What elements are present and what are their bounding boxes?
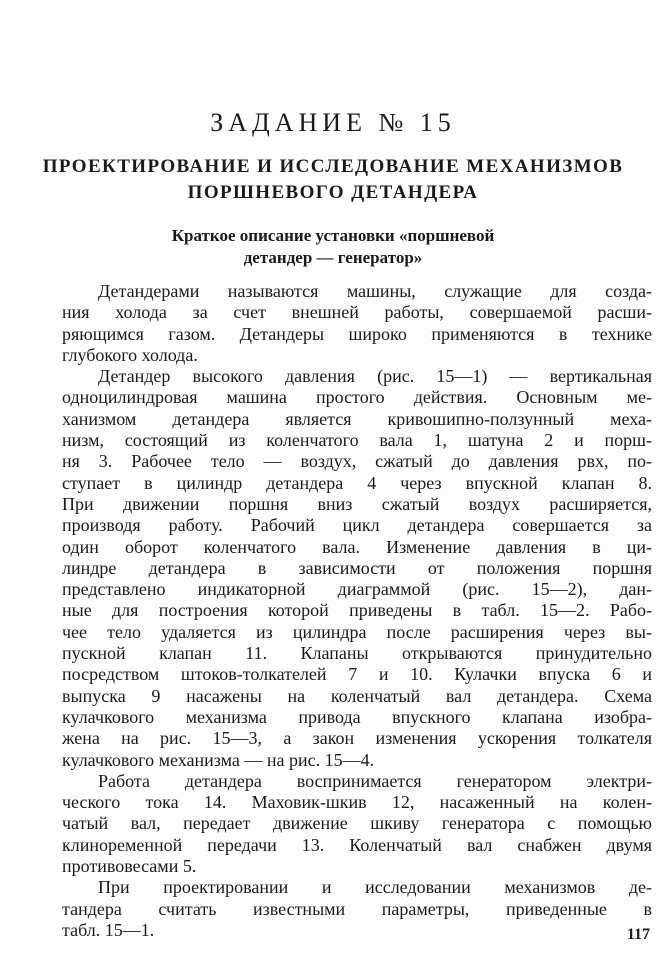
text-line: ния холода за счет внешней работы, совершаемой расши-	[62, 302, 652, 323]
text-line: противовесами 5.	[62, 856, 197, 877]
subtitle-line-2: детандер — генератор»	[243, 248, 423, 267]
text-line: линдре детандера в зависимости от положения поршня	[62, 557, 652, 578]
title-line-2: ПОРШНЕВОГО ДЕТАНДЕРА	[187, 182, 479, 203]
text-line: кулачкового механизма привода впускного клапана изобра-	[62, 706, 652, 727]
subtitle-line-1: Краткое описание установки «поршневой	[171, 226, 495, 245]
text-line: один оборот коленчатого вала. Изменение давления в ци-	[62, 536, 652, 557]
text-line: табл. 15—1.	[62, 919, 155, 940]
text-line: Детандер высокого давления (рис. 15—1) — вертикальная	[98, 366, 652, 387]
text-line: пускной клапан 11. Клапаны открываются принудительно	[62, 643, 652, 664]
text-line: одноцилиндровая машина простого действия. Основным ме-	[62, 387, 652, 408]
text-line: низм, состоящий из коленчатого вала 1, шатуна 2 и порш-	[62, 430, 652, 451]
text-line: тандера считать известными параметры, приведенные в	[62, 898, 652, 919]
text-line: выпуска 9 насажены на коленчатый вал детандера. Схема	[62, 685, 652, 706]
text-line: жена на рис. 15—3, а закон изменения ускорения толкателя	[62, 728, 652, 749]
text-line: ханизмом детандера является кривошипно-ползунный меха-	[62, 408, 652, 429]
title-line-1: ПРОЕКТИРОВАНИЕ И ИССЛЕДОВАНИЕ МЕХАНИЗМОВ	[42, 156, 624, 177]
text-line: глубокого холода.	[62, 344, 198, 365]
page-number: 117	[626, 926, 650, 943]
text-line: ня 3. Рабочее тело — воздух, сжатый до давления pвх, по-	[62, 451, 652, 472]
text-line: Детандерами называются машины, служащие для созда-	[98, 281, 652, 301]
text-line: посредством штоков-толкателей 7 и 10. Кулачки впуска 6 и	[62, 664, 652, 685]
text-line: Работа детандера воспринимается генератором электри-	[98, 770, 652, 791]
text-line: ряющимся газом. Детандеры широко применяются в технике	[62, 323, 652, 344]
task-heading: ЗАДАНИЕ № 15	[210, 108, 456, 137]
text-line: клиноременной передачи 13. Коленчатый вал снабжен двумя	[62, 834, 652, 855]
text-line: При проектировании и исследовании механизмов де-	[98, 877, 652, 898]
text-line: ческого тока 14. Маховик-шкив 12, насаженный на колен-	[62, 792, 652, 813]
text-line: При движении поршня вниз сжатый воздух расширяется,	[62, 493, 652, 514]
body-text	[62, 281, 652, 941]
text-line: ные для построения которой приведены в табл. 15—2. Рабо-	[62, 600, 652, 621]
text-line: чатый вал, передает движение шкиву генератора с помощью	[62, 813, 652, 834]
text-line: ступает в цилиндр детандера 4 через впускной клапан 8.	[62, 472, 652, 493]
text-line: кулачкового механизма — на рис. 15—4.	[62, 749, 375, 770]
text-line: чее тело удаляется из цилиндра после расширения через вы-	[62, 621, 652, 642]
text-line: производя работу. Рабочий цикл детандера совершается за	[62, 515, 652, 536]
text-line: представлено индикаторной диаграммой (рис. 15—2), дан-	[62, 579, 652, 600]
